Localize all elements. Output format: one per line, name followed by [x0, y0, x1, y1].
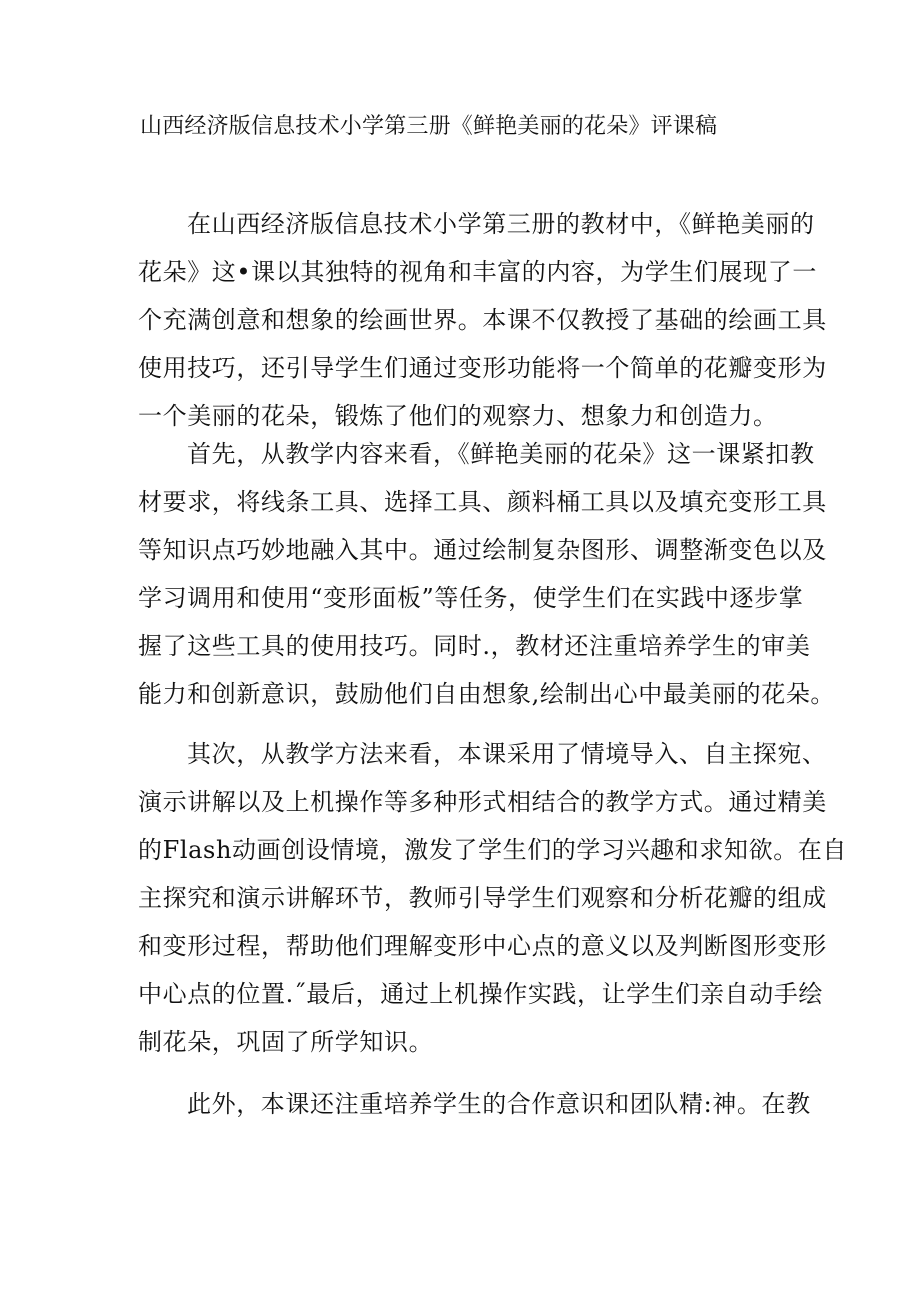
paragraph-line: 其次，从教学方法来看，本课采用了情境导入、自主探宛、	[187, 740, 827, 768]
paragraph-line: 制花朵，巩固了所学知识。	[138, 1028, 434, 1056]
paragraph-line: 个充满创意和想象的绘画世界。本课不仅教授了基础的绘画工具	[138, 306, 827, 334]
document-title: 山西经济版信息技术小学第三册《鲜艳美丽的花朵》评课稿	[140, 114, 718, 139]
paragraph-line: 演示讲解以及上机操作等多种形式相结合的教学方式。通过精美	[138, 788, 827, 816]
paragraph-line: 中心点的位置.˝最后，通过上机操作实践，让学生们亲自动手绘	[138, 980, 824, 1008]
paragraph-line: 材要求，将线条工具、选择工具、颜料桶工具以及填充变形工具	[138, 488, 827, 516]
paragraph-line: 在山西经济版信息技术小学第三册的教材中，《鲜艳美丽的	[187, 210, 815, 238]
paragraph-line: 此外，本课还注重培养学生的合作意识和团队精:神。在教	[187, 1090, 811, 1118]
paragraph-line: 花朵》这•课以其独特的视角和丰富的内容，为学生们展现了一	[138, 258, 817, 286]
paragraph-method	[138, 730, 848, 1066]
paragraph-line: 学习调用和使用“变形面板”等任务，使学生们在实践中逐步掌	[138, 584, 804, 612]
paragraph-line: 的Flash动画创设情境，激发了学生们的学习兴趣和求知欲。在自	[138, 836, 848, 864]
paragraph-content	[138, 430, 836, 718]
paragraph-line: 等知识点巧妙地融入其中。通过绘制复杂图形、调整渐变色以及	[138, 536, 827, 564]
paragraph-line: 一个美丽的花朵，锻炼了他们的观察力、想象力和创造力。	[138, 402, 778, 430]
paragraph-line: 使用技巧，还引导学生们通过变形功能将一个简单的花瓣变形为	[138, 354, 827, 382]
paragraph-line: 能力和创新意识，鼓励他们自由想象,绘制出心中最美丽的花朵。	[138, 680, 836, 708]
paragraph-teamwork	[138, 1080, 811, 1128]
paragraph-line: 主探究和演示讲解环节，教师引导学生们观察和分析花瓣的组成	[138, 884, 827, 912]
paragraph-line: 首先，从教学内容来看，《鲜艳美丽的花朵》这一课紧扣教	[187, 440, 815, 468]
paragraph-intro	[138, 200, 827, 440]
paragraph-line: 和变形过程，帮助他们理解变形中心点的意义以及判断图形变形	[138, 932, 827, 960]
paragraph-line: 握了这些工具的使用技巧。同时.，教材还注重培养学生的审美	[138, 632, 811, 660]
